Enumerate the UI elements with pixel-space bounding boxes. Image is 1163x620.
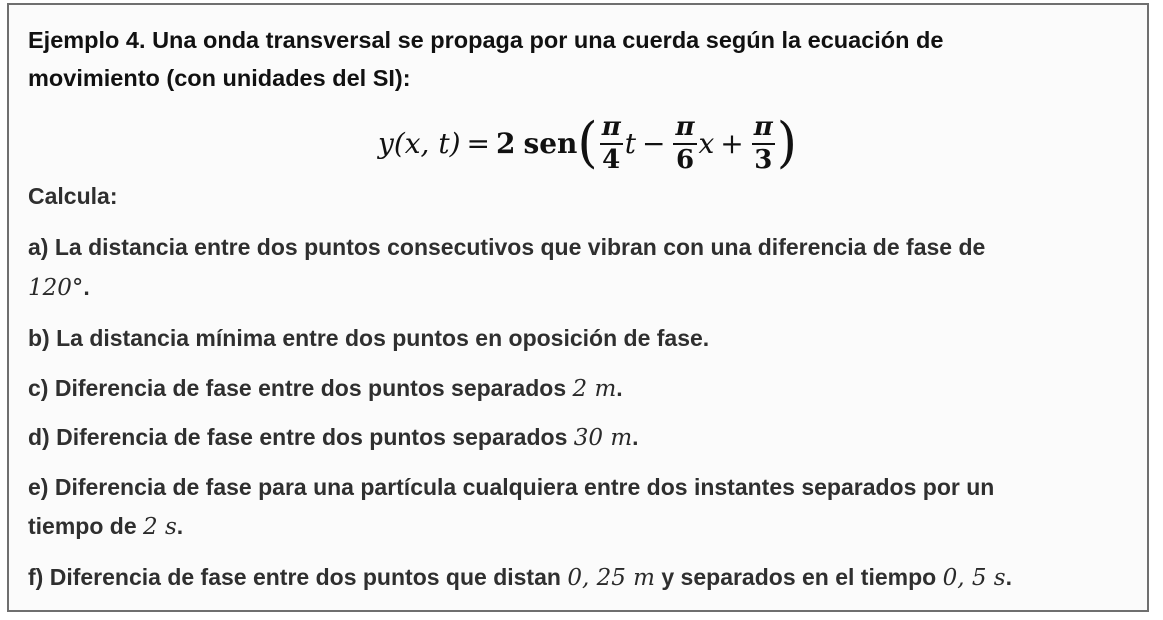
calcula-label: Calcula: bbox=[28, 183, 118, 209]
fraction-denominator: 4 bbox=[602, 144, 621, 175]
wave-equation bbox=[378, 103, 797, 183]
equation-minus: − bbox=[642, 126, 666, 160]
item-c-text: c) Diferencia de fase entre dos puntos separados bbox=[28, 375, 573, 401]
item-e-end: . bbox=[176, 513, 184, 539]
fraction-numerator: π bbox=[753, 111, 773, 142]
item-d-text: d) Diferencia de fase entre dos puntos separados bbox=[28, 424, 574, 450]
fraction-numerator: π bbox=[601, 111, 621, 142]
equation-amplitude: 2 bbox=[495, 126, 516, 160]
title-line-2: movimiento (con unidades del SI): bbox=[28, 65, 411, 91]
fraction-denominator: 3 bbox=[754, 144, 773, 175]
item-c-value: 2 m bbox=[572, 376, 617, 402]
item-d bbox=[28, 426, 639, 450]
item-a-line-2 bbox=[28, 276, 90, 300]
item-f-text: f) Diferencia de fase entre dos puntos que distan bbox=[28, 564, 568, 590]
item-f-end: . bbox=[1005, 564, 1012, 590]
equation-plus: + bbox=[720, 126, 744, 160]
equation-close-paren: ) bbox=[776, 111, 798, 175]
item-f-mid: y separados en el tiempo bbox=[654, 564, 943, 590]
item-e-line-1: e) Diferencia de fase para una partícula cualquiera entre dos instantes separados por un bbox=[28, 474, 995, 500]
equation-var-t: t bbox=[624, 126, 636, 160]
equation-function: sen bbox=[523, 126, 578, 160]
item-f-value-1: 0, 25 m bbox=[567, 565, 655, 591]
item-c bbox=[28, 377, 623, 401]
item-a-value: 120° bbox=[28, 275, 84, 301]
equation-var-x: x bbox=[698, 126, 715, 160]
equation-open-paren: ( bbox=[577, 111, 598, 175]
fraction-denominator: 6 bbox=[675, 144, 695, 175]
item-b: b) La distancia mínima entre dos puntos en oposición de fase. bbox=[28, 325, 710, 351]
item-d-value: 30 m bbox=[573, 425, 633, 451]
item-d-end: . bbox=[632, 424, 639, 450]
item-c-end: . bbox=[616, 375, 623, 401]
equation-lhs: y(x, t) bbox=[378, 126, 461, 160]
title-line-1: Ejemplo 4. Una onda transversal se propaga por una cuerda según la ecuación de bbox=[28, 27, 944, 53]
fraction-numerator: π bbox=[675, 111, 695, 142]
equation-equals: = bbox=[466, 126, 490, 160]
item-e-line-2 bbox=[28, 515, 183, 539]
item-e-value: 2 s bbox=[143, 514, 177, 540]
item-a-line-1: a) La distancia entre dos puntos consecutivos que vibran con una diferencia de fase de bbox=[28, 234, 986, 260]
item-f bbox=[28, 566, 1012, 590]
fraction-pi-over-4 bbox=[600, 111, 623, 175]
item-a-end: . bbox=[83, 274, 90, 300]
fraction-pi-over-6 bbox=[673, 111, 696, 175]
item-f-value-2: 0, 5 s bbox=[942, 565, 1006, 591]
fraction-pi-over-3 bbox=[752, 111, 775, 175]
item-e-text: tiempo de bbox=[28, 513, 144, 539]
